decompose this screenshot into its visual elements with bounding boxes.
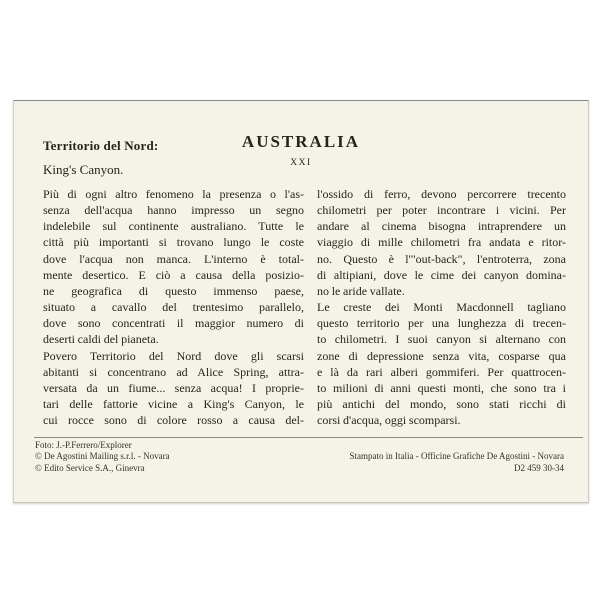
footer-line: Foto: J.-P.Ferrero/Explorer: [35, 440, 132, 450]
credits-block: [35, 440, 170, 474]
paragraph: [43, 186, 304, 348]
text-line: versata da un fiume... senza acqua! I proprie-: [43, 380, 304, 395]
article-column-right: [317, 186, 566, 428]
postcard-back: [13, 100, 589, 503]
text-line: e là da rari alberi gommiferi. Per quattrocen-: [317, 364, 566, 379]
text-line: l'ossido di ferro, devono percorrere trecento: [317, 187, 566, 201]
text-line: corsi d'acqua, oggi scomparsi.: [317, 413, 461, 428]
text-line: cui rocce sono di colore rosso a causa del-: [43, 413, 304, 428]
footer-divider: [34, 437, 583, 438]
text-line: dove sono concentrati il maggior numero di: [43, 316, 304, 331]
card-footer: [35, 440, 564, 474]
text-line: mente desertico. E ciò a causa della posizio-: [43, 267, 304, 282]
text-line: abitanti si concentrano ad Alice Spring, attra-: [43, 364, 304, 379]
paragraph: [43, 348, 304, 429]
text-line: città più importanti si trovano lungo le coste: [43, 235, 304, 250]
series-number: XXI: [290, 158, 312, 168]
series-header: [14, 133, 588, 168]
article-column-left: [43, 186, 304, 428]
text-line: dove l'acqua non manca. L'interno è total-: [43, 251, 304, 266]
text-line: no. Questo è l'"out-back", l'entroterra, zona: [317, 251, 566, 266]
footer-line: © Edito Service S.A., Ginevra: [35, 462, 145, 473]
text-line: tari delle fattorie vicine a King's Canyon, le: [43, 397, 304, 412]
text-line: to milioni di anni questi monti, che sono tra i: [317, 380, 566, 395]
footer-line: © De Agostini Mailing s.r.l. - Novara: [35, 451, 170, 462]
paragraph: [317, 186, 566, 299]
footer-line: D2 459 30-34: [514, 462, 564, 473]
article-body: [43, 186, 566, 428]
text-line: più antichi del mondo, sono stati ricchi di: [317, 397, 566, 412]
text-line: to chilometri. I suoi canyon si alternano con: [317, 332, 566, 347]
text-line: situato a cavallo del trentesimo parallelo,: [43, 300, 304, 315]
text-line: Povero Territorio del Nord dove gli scarsi: [43, 348, 304, 363]
text-line: no le aride vallate.: [317, 283, 405, 298]
text-line: questo territorio per una lunghezza di trecen-: [317, 316, 566, 331]
text-line: Le creste dei Monti Macdonnell tagliano: [317, 300, 566, 315]
text-line: deserti caldi del pianeta.: [43, 332, 159, 347]
card-subtitle: King's Canyon.: [43, 162, 124, 177]
printing-info-block: [349, 440, 564, 474]
country-title: AUSTRALIA: [241, 132, 361, 151]
text-line: ne geografica di questo immenso paese,: [43, 283, 304, 298]
text-line: Più di ogni altro fenomeno la presenza o l'as-: [43, 187, 304, 201]
text-line: senza dell'acqua hanno impresso un segno: [43, 203, 304, 218]
text-line: andare al cinema bisogna intraprendere un: [317, 219, 566, 234]
text-line: di altipiani, dove le cime dei canyon domina-: [317, 267, 566, 282]
text-line: chilometri per poter incontrare i vicini. Per: [317, 203, 566, 218]
text-line: indelebile sul continente australiano. Tutte le: [43, 219, 304, 234]
footer-line: Stampato in Italia - Officine Grafiche De Agostini - Novara: [349, 451, 564, 462]
paragraph: [317, 299, 566, 428]
region-title: Territorio del Nord:: [43, 138, 159, 153]
text-line: viaggio di mille chilometri fra andata e ritor-: [317, 235, 566, 250]
text-line: zone di depressione senza vita, cosparse qua: [317, 348, 566, 363]
